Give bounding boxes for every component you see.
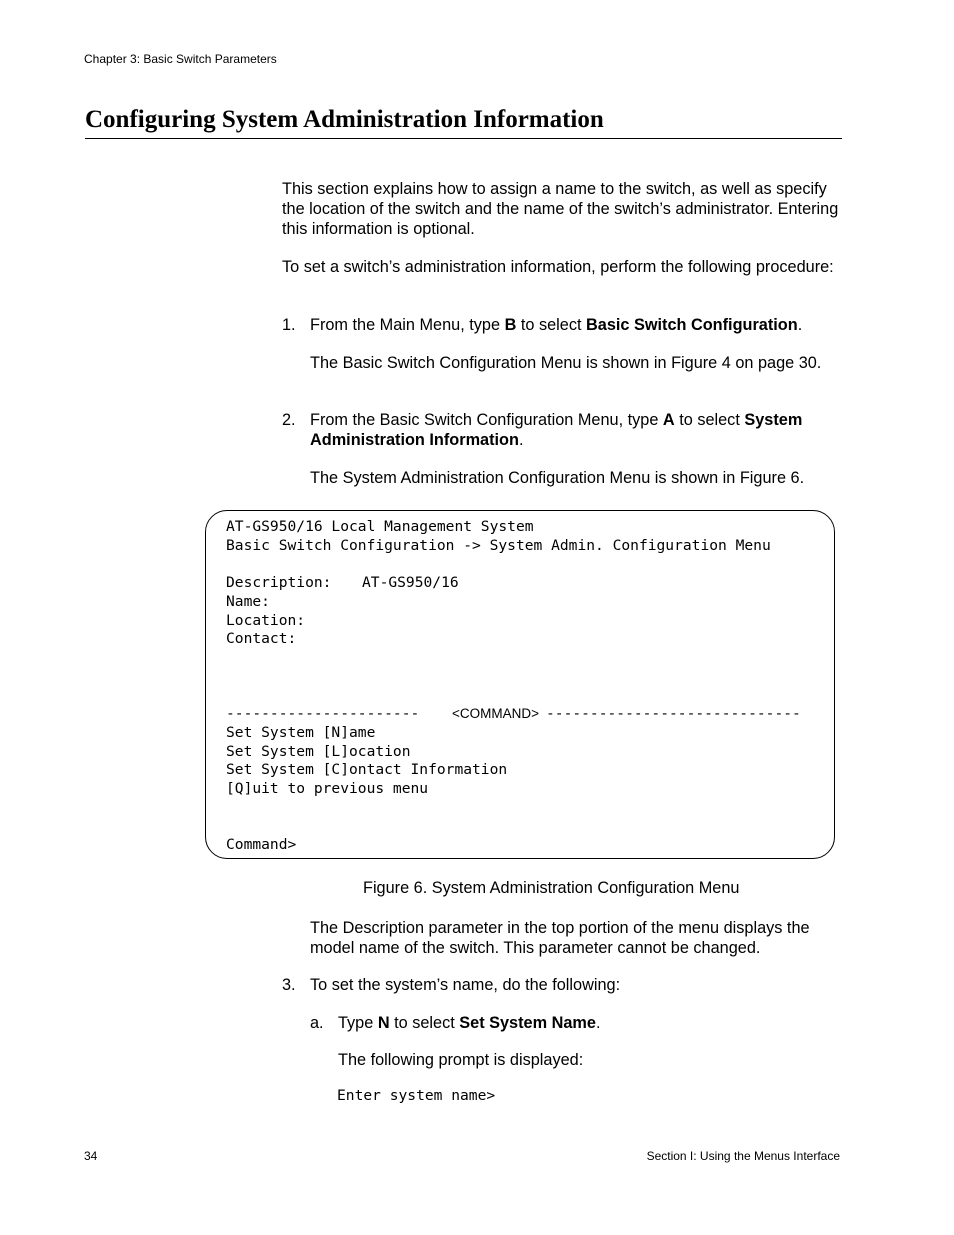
step-1-text: From the Main Menu, type B to select Basic Switch Configuration. bbox=[310, 316, 803, 334]
terminal-contact-label: Contact: bbox=[226, 630, 297, 647]
terminal-name-label: Name: bbox=[226, 593, 270, 610]
substep-a-letter: a. bbox=[310, 1014, 324, 1032]
step-3-text: To set the system’s name, do the following: bbox=[310, 976, 621, 994]
procedure-intro: To set a switch’s administration information, perform the following procedure: bbox=[282, 258, 834, 276]
description-note: The Description parameter in the top portion of the menu displays the model name of the switch. This parameter cannot be changed. bbox=[310, 919, 810, 957]
step-3-number: 3. bbox=[282, 976, 296, 994]
step-1-number: 1. bbox=[282, 316, 296, 334]
step-1-key: B bbox=[504, 316, 517, 334]
terminal-cmd-set-name: Set System [N]ame bbox=[226, 724, 376, 741]
terminal-description-value: AT-GS950/16 bbox=[362, 574, 459, 591]
substep-a-target: Set System Name bbox=[459, 1014, 596, 1032]
footer-section: Section I: Using the Menus Interface bbox=[646, 1149, 840, 1163]
terminal-command-divider-left: ---------------------- bbox=[226, 705, 420, 722]
step-2-key: A bbox=[662, 411, 675, 429]
substep-a-note: The following prompt is displayed: bbox=[338, 1051, 584, 1069]
step-1-note: The Basic Switch Configuration Menu is shown in Figure 4 on page 30. bbox=[310, 354, 822, 372]
terminal-cmd-set-location: Set System [L]ocation bbox=[226, 743, 411, 760]
terminal-description-label: Description: bbox=[226, 574, 332, 591]
figure-caption: Figure 6. System Administration Configuration Menu bbox=[363, 879, 740, 897]
terminal-location-label: Location: bbox=[226, 612, 306, 629]
step-2-number: 2. bbox=[282, 411, 296, 429]
intro-paragraph: This section explains how to assign a name to the switch, as well as specify the location of the switch and the name of the switch’s administrator. Entering this information is optional. bbox=[282, 180, 839, 238]
page-number: 34 bbox=[84, 1149, 98, 1163]
substep-a-key: N bbox=[377, 1014, 390, 1032]
step-2-text: From the Basic Switch Configuration Menu, type A to select System Administration Information. bbox=[310, 411, 803, 449]
substep-a-text: Type N to select Set System Name. bbox=[338, 1014, 601, 1032]
terminal-system-title: AT-GS950/16 Local Management System bbox=[226, 518, 534, 535]
step-1-target: Basic Switch Configuration bbox=[586, 316, 798, 334]
terminal-command-divider-right: ----------------------------- bbox=[546, 705, 801, 722]
step-2-note: The System Administration Configuration Menu is shown in Figure 6. bbox=[310, 469, 805, 487]
running-header: Chapter 3: Basic Switch Parameters bbox=[84, 52, 277, 66]
terminal-command-header: <COMMAND> bbox=[452, 706, 540, 721]
terminal-cmd-quit: [Q]uit to previous menu bbox=[226, 780, 429, 797]
terminal-menu-path: Basic Switch Configuration -> System Admin. Configuration Menu bbox=[226, 537, 771, 554]
terminal-screen-frame bbox=[205, 510, 835, 859]
section-title: Configuring System Administration Information bbox=[85, 106, 842, 139]
step-2-target: System Administration Information bbox=[310, 411, 803, 449]
system-name-prompt: Enter system name> bbox=[337, 1087, 496, 1104]
terminal-command-prompt: Command> bbox=[226, 836, 297, 853]
terminal-cmd-set-contact: Set System [C]ontact Information bbox=[226, 761, 508, 778]
